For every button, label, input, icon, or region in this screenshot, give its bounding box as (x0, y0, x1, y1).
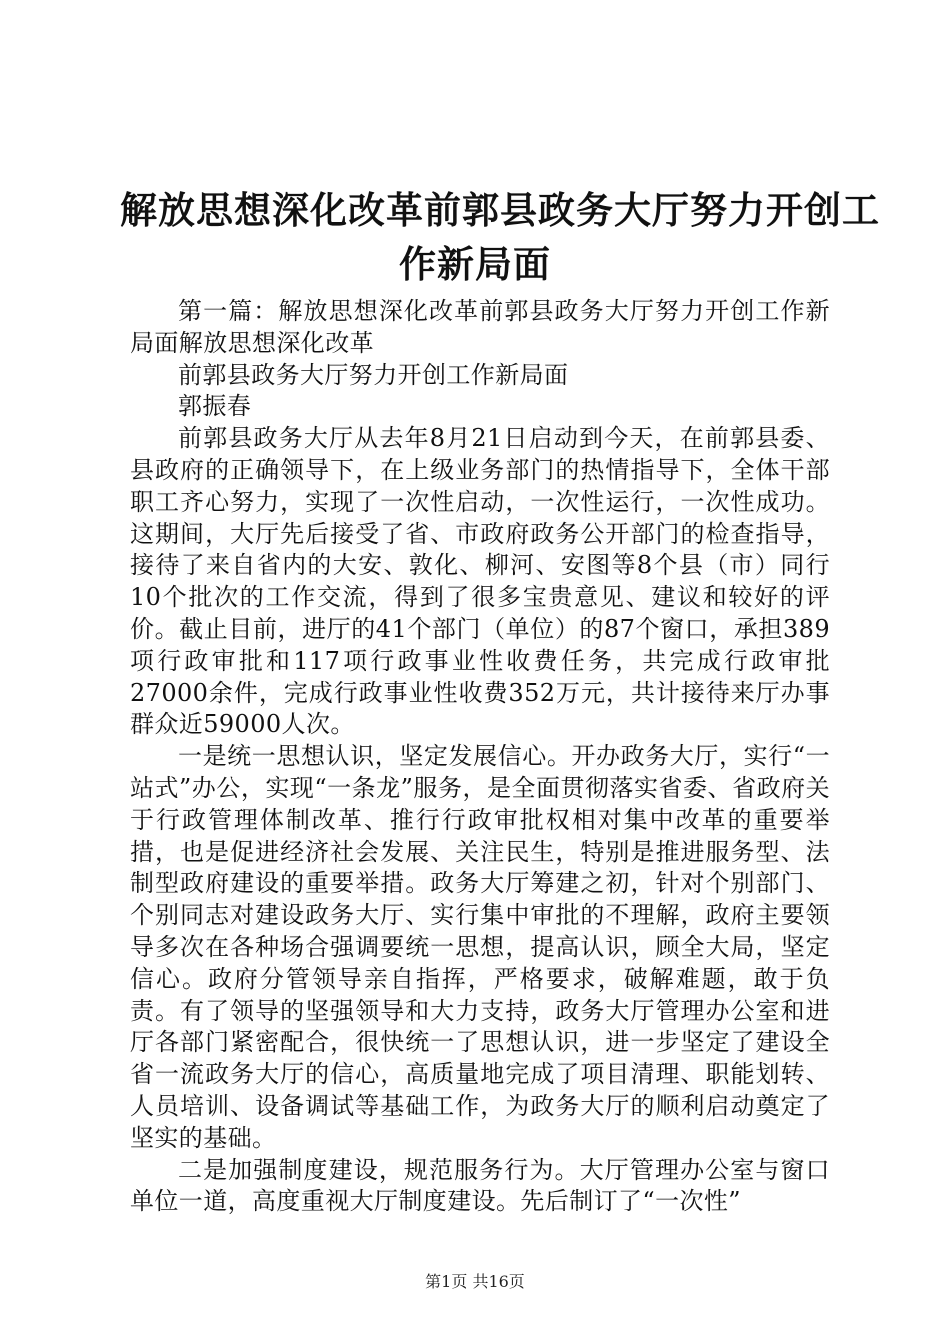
paragraph-heading: 第一篇：解放思想深化改革前郭县政务大厅努力开创工作新局面解放思想深化改革 (130, 297, 830, 357)
document-title-line1: 解放思想深化改革前郭县政务大厅努力开创工 (120, 188, 880, 232)
page-footer: 第1页 共16页 (425, 1272, 525, 1291)
document-title-line2: 作新局面 (399, 242, 551, 286)
paragraph-point-one: 一是统一思想认识，坚定发展信心。开办政务大厅，实行“一站式”办公，实现“一条龙”服务，是全面贯彻落实省委、省政府关于行政管理体制改革、推行行政审批权相对集中改革的重要举措，也是促进经济社会发展、关注民生，特别是推进服务型、法制型政府建设的重要举措。政务大厅筹建之初，针对个别部门、个别同志对建设政务大厅、实行集中审批的不理解，政府主要领导多次在各种场合强调要统一思想，提高认识，顾全大局，坚定信心。政府分管领导亲自指挥，严格要求，破解难题，敢于负责。有了领导的坚强领导和大力支持，政务大厅管理办公室和进厅各部门紧密配合，很快统一了思想认识，进一步坚定了建设全省一流政务大厅的信心，高质量地完成了项目清理、职能划转、人员培训、设备调试等基础工作，为政务大厅的顺利启动奠定了坚实的基础。 (130, 742, 830, 1152)
paragraph-point-two: 二是加强制度建设，规范服务行为。大厅管理办公室与窗口单位一道，高度重视大厅制度建设。先后制订了“一次性” (130, 1155, 830, 1216)
paragraph-subtitle: 前郭县政务大厅努力开创工作新局面 (178, 360, 569, 389)
paragraph-author: 郭振春 (178, 392, 252, 421)
paragraph-intro: 前郭县政务大厅从去年8月21日启动到今天，在前郭县委、县政府的正确领导下，在上级业务部门的热情指导下，全体干部职工齐心努力，实现了一次性启动，一次性运行，一次性成功。这期间，大厅先后接受了省、市政府政务公开部门的检查指导，接待了来自省内的大安、敦化、柳河、安图等8个县（市）同行10个批次的工作交流，得到了很多宝贵意见、建议和较好的评价。截止目前，进厅的41个部门（单位）的87个窗口，承担389项行政审批和117项行政事业性收费任务，共完成行政审批27000余件，完成行政事业性收费352万元，共计接待来厅办事群众近59000人次。 (130, 424, 830, 739)
document-body (130, 296, 830, 1218)
